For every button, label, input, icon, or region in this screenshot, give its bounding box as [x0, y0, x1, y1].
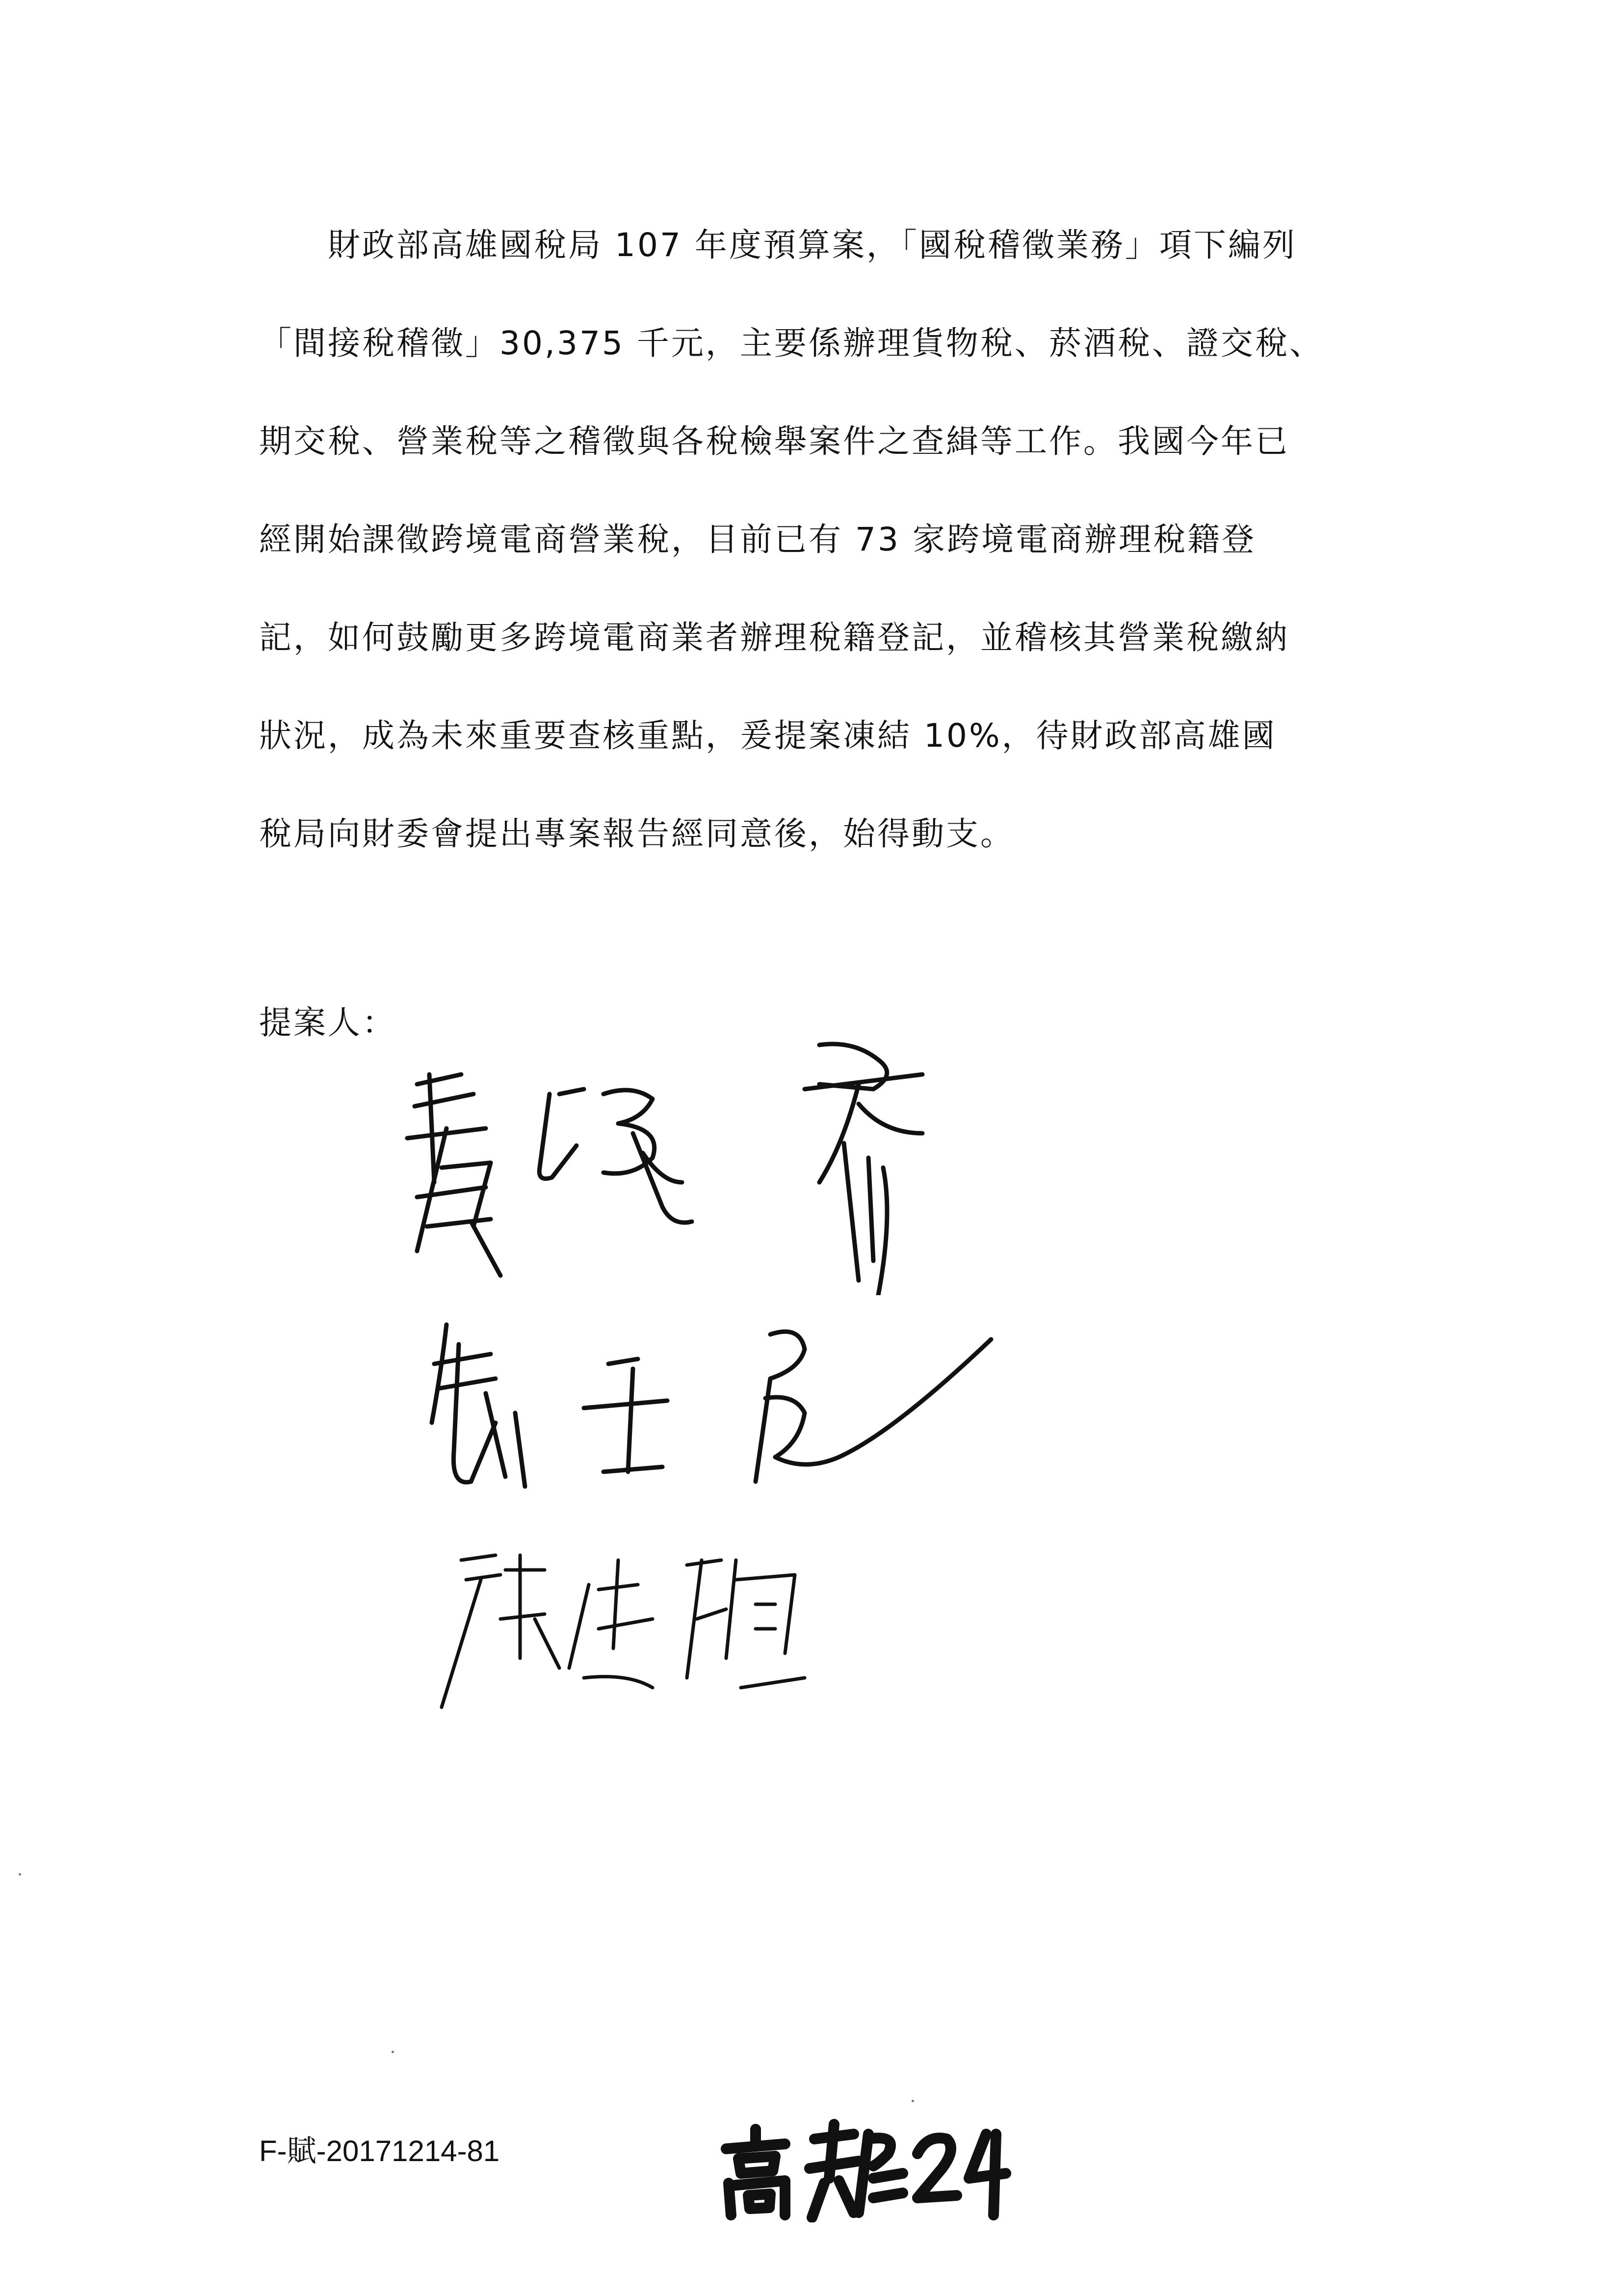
paragraph-line-6: 狀況，成為未來重要查核重點，爰提案凍結 10%，待財政部高雄國 [259, 717, 1277, 755]
proposer-label: 提案人： [259, 1004, 396, 1042]
scan-speck [19, 1873, 21, 1876]
handwritten-page-mark [711, 2105, 1016, 2224]
signature-3 [422, 1531, 864, 1729]
signature-2 [412, 1295, 1025, 1503]
paragraph-line-4: 經開始課徵跨境電商營業稅，目前已有 73 家跨境電商辦理稅籍登 [259, 521, 1256, 558]
scan-speck [912, 2100, 914, 2102]
paragraph-line-2: 「間接稅稽徵」30,375 千元，主要係辦理貨物稅、菸酒稅、證交稅、 [259, 324, 1324, 362]
document-code: F-賦-20171214-81 [259, 2135, 500, 2167]
paragraph-line-5: 記，如何鼓勵更多跨境電商業者辦理稅籍登記，並稽核其營業稅繳納 [259, 619, 1289, 656]
signature-1 [388, 1020, 1001, 1297]
scan-speck [392, 2051, 394, 2053]
paragraph-line-3: 期交稅、營業稅等之稽徵與各稅檢舉案件之查緝等工作。我國今年已 [259, 422, 1289, 460]
paragraph-line-7: 稅局向財委會提出專案報告經同意後，始得動支。 [259, 815, 1015, 853]
paragraph-line-1: 財政部高雄國稅局 107 年度預算案，「國稅稽徵業務」項下編列 [259, 226, 1297, 264]
